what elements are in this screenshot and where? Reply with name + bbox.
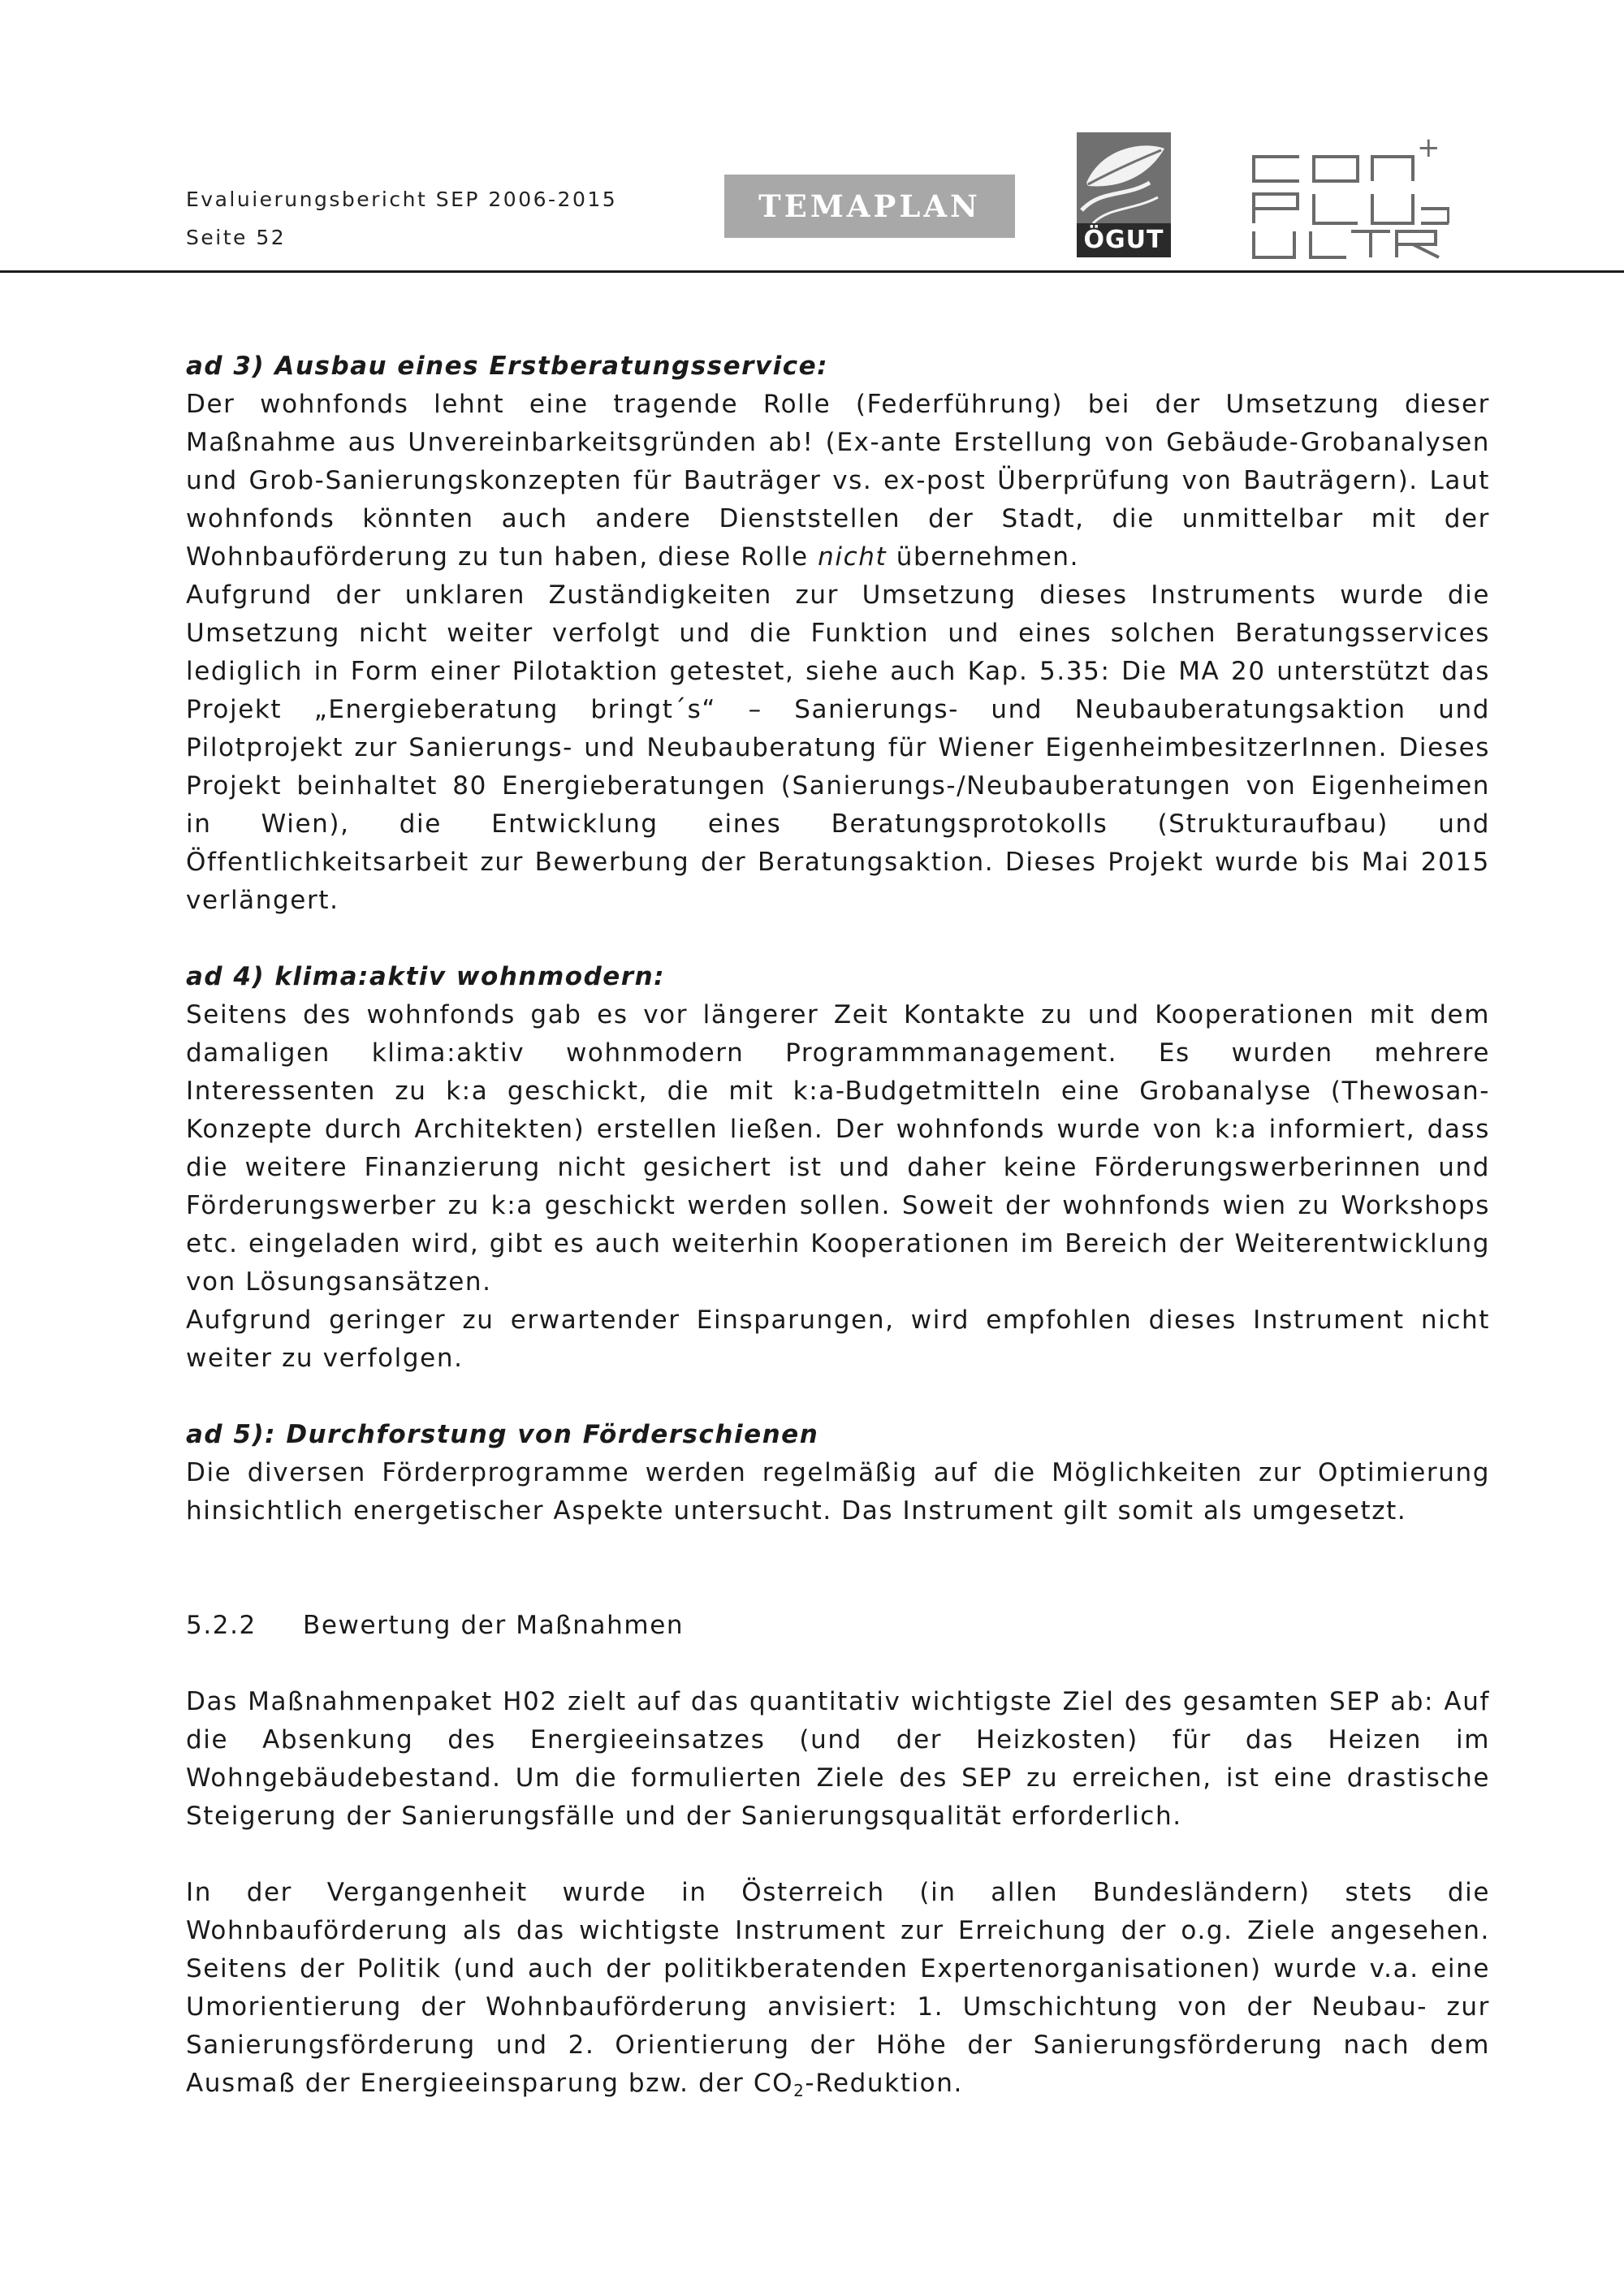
co2-subscript: 2 — [793, 2081, 806, 2100]
header-divider — [0, 270, 1624, 273]
section-number: 5.2.2 — [186, 1611, 257, 1640]
ad4-paragraph-2: Aufgrund geringer zu erwartender Einsparungen, wird empfohlen dieses Instrument nicht weiter zu verfolgen. — [186, 1306, 1490, 1373]
heading-ad4: ad 4) klima:aktiv wohnmodern: — [186, 962, 666, 991]
ad3-paragraph-2: Aufgrund der unklaren Zuständigkeiten zur Umsetzung dieses Instruments wurde die Umsetzung nicht weiter verfolgt und die Funktion und eines solchen Beratungsservices lediglich in Form einer Pilotaktion getestet, siehe auch Kap. 5.35: Die MA 20 unterstützt das Projekt „Energieberatung bringt´s“ – Sanierungs- und Neubauberatungsaktion und Pilotprojekt zur Sanierungs- und Neubauberatung für Wiener EigenheimbesitzerInnen. Dieses Projekt beinhaltet 80 Energieberatungen (Sanierungs-/Neubauberatungen von Eigenheimen in Wien), die Entwicklung eines Beratungsprotokolls (Strukturaufbau) und Öffentlichkeitsarbeit zur Bewerbung der Beratungsaktion. Dieses Projekt wurde bis Mai 2015 verlängert. — [186, 580, 1490, 915]
con-plus-label: + — [1417, 132, 1440, 164]
document-title: Evaluierungsbericht SEP 2006-2015 — [186, 188, 618, 211]
ad5-paragraph-1: Die diversen Förderprogramme werden regelmäßig auf die Möglichkeiten zur Optimierung hinsichtlich energetischer Aspekte untersucht. Das Instrument gilt somit als umgesetzt. — [186, 1458, 1490, 1526]
ogut-logo — [1077, 132, 1171, 257]
page-header — [0, 0, 1624, 276]
con-word — [1250, 134, 1251, 135]
ogut-logo-text: ÖGUT — [1083, 226, 1164, 254]
section-title-5-2-2 — [186, 1607, 1490, 1645]
con-plus-ultra-wordmark — [1250, 134, 1251, 135]
header-meta — [186, 180, 617, 257]
emphasis-nicht: nicht — [818, 542, 888, 572]
heading-ad5: ad 5): Durchforstung von Förderschienen — [186, 1420, 819, 1449]
ad3-paragraph-1: Der wohnfonds lehnt eine tragende Rolle (Federführung) bei der Umsetzung dieser Maßnahme aus Unvereinbarkeitsgründen ab! (Ex-ante Erstellung von Gebäude-Grobanalysen und Grob-Sanierungskonzepten für Bauträger vs. ex-post Überprüfung von Bauträgern). Laut wohnfonds könnten auch andere Dienststellen der Stadt, die unmittelbar mit der Wohnbauförderung zu tun haben, diese Rolle nicht übernehmen. — [186, 390, 1490, 572]
temaplan-logo-text: TEMAPLAN — [758, 188, 981, 224]
temaplan-logo — [724, 175, 1015, 238]
section-title-text: Bewertung der Maßnahmen — [303, 1611, 685, 1640]
page-content — [186, 347, 1490, 2110]
ad4-paragraph-1: Seitens des wohnfonds gab es vor längerer Zeit Kontakte zu und Kooperationen mit dem damaligen klima:aktiv wohnmodern Programmmanagement. Es wurden mehrere Interessenten zu k:a geschickt, die mit k:a-Budgetmitteln eine Grobanalyse (Thewosan-Konzepte durch Architekten) erstellen ließen. Der wohnfonds wurde von k:a informiert, dass die weitere Finanzierung nicht gesichert ist und daher keine Förderungswerberinnen und Förderungswerber zu k:a geschickt werden sollen. Soweit der wohnfonds wien zu Workshops etc. eingeladen wird, gibt es auch weiterhin Kooperationen im Bereich der Weiterentwicklung von Lösungsansätzen. — [186, 1000, 1490, 1297]
con-plus-ultra-logo — [1250, 134, 1449, 264]
s522-paragraph-1: Das Maßnahmenpaket H02 zielt auf das quantitativ wichtigste Ziel des gesamten SEP ab: Auf die Absenkung des Energieeinsatzes (und der Heizkosten) für das Heizen im Wohngebäudebestand. Um die formulierten Ziele des SEP zu erreichen, ist eine drastische Steigerung der Sanierungsfälle und der Sanierungsqualität erforderlich. — [186, 1687, 1490, 1831]
heading-ad3: ad 3) Ausbau eines Erstberatungsservice: — [186, 352, 829, 381]
s522-paragraph-2: In der Vergangenheit wurde in Österreich (in allen Bundesländern) stets die Wohnbauförderung als das wichtigste Instrument zur Erreichung der o.g. Ziele angesehen. Seitens der Politik (und auch der politikberatenden Expertenorganisationen) wurde v.a. eine Umorientierung der Wohnbauförderung anvisiert: 1. Umschichtung von der Neubau- zur Sanierungsförderung und 2. Orientierung der Höhe der Sanierungsförderung nach dem Ausmaß der Energieeinsparung bzw. der $CO_2$-Reduktion. — [186, 1878, 1490, 2100]
page-number: Seite 52 — [186, 226, 287, 249]
